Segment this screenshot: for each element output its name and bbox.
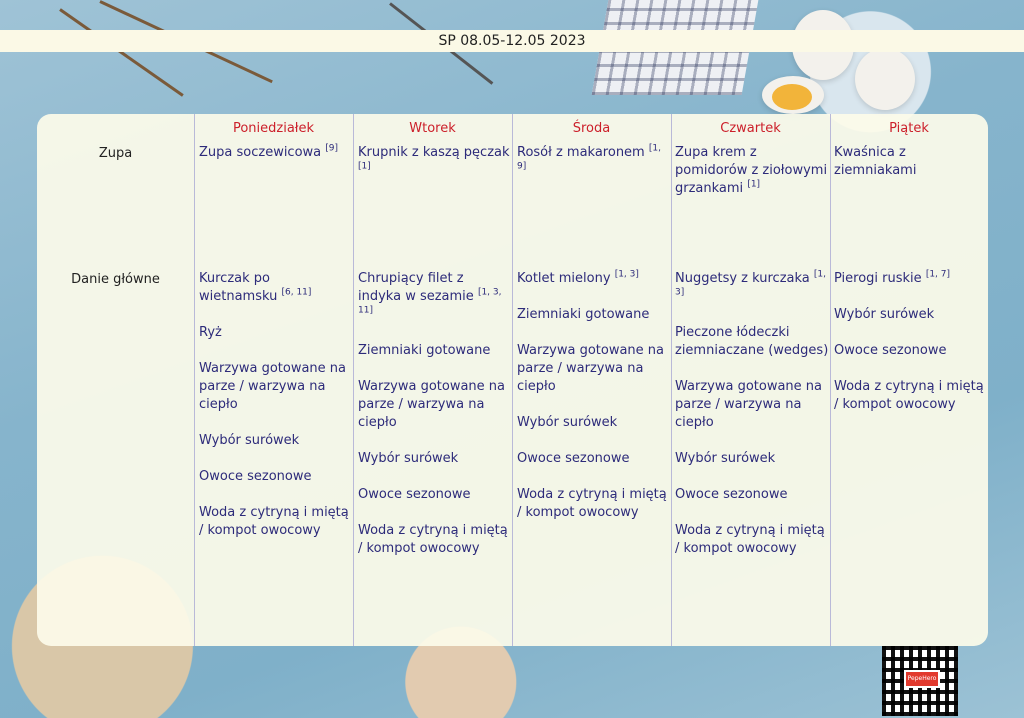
main-dish: Kotlet mielony [1, 3] bbox=[517, 269, 639, 286]
column-divider bbox=[194, 114, 195, 646]
side-item: Woda z cytryną i miętą / kompot owocowy bbox=[675, 523, 825, 556]
main-dish: Nuggetsy z kurczaka [1, 3] bbox=[675, 269, 826, 298]
side-item: Warzywa gotowane na parze / warzywa na ciepło bbox=[358, 379, 506, 430]
allergen-note: [6, 11] bbox=[281, 287, 312, 298]
soup-cell-monday bbox=[199, 144, 349, 162]
column-divider bbox=[353, 114, 354, 646]
day-header-wednesday: Środa bbox=[572, 121, 611, 136]
menu-table bbox=[37, 114, 988, 646]
main-cell-friday bbox=[834, 270, 986, 432]
soup-cell-thursday bbox=[675, 144, 829, 198]
side-item: Wybór surówek bbox=[358, 451, 459, 466]
background-yolk bbox=[772, 84, 812, 110]
qr-logo bbox=[904, 670, 940, 688]
side-item: Warzywa gotowane na parze / warzywa na ciepło bbox=[517, 343, 665, 394]
soup-name: Zupa soczewicowa bbox=[199, 145, 322, 160]
day-header-monday: Poniedziałek bbox=[232, 121, 315, 136]
allergen-note: [1, 3] bbox=[614, 269, 639, 280]
side-item: Owoce sezonowe bbox=[834, 343, 947, 358]
side-item: Pieczone łódeczki ziemniaczane (wedges) bbox=[675, 325, 829, 358]
soup-name: Krupnik z kaszą pęczak bbox=[358, 145, 510, 160]
side-item: Owoce sezonowe bbox=[199, 469, 312, 484]
side-item: Warzywa gotowane na parze / warzywa na ciepło bbox=[675, 379, 823, 430]
allergen-note: [9] bbox=[325, 143, 339, 154]
day-header-tuesday: Wtorek bbox=[409, 121, 456, 136]
main-dish: Pierogi ruskie [1, 7] bbox=[834, 269, 951, 286]
page-title: SP 08.05-12.05 2023 bbox=[0, 30, 1024, 52]
side-item: Woda z cytryną i miętą / kompot owocowy bbox=[199, 505, 349, 538]
allergen-note: [1, 7] bbox=[925, 269, 951, 280]
side-item: Wybór surówek bbox=[834, 307, 935, 322]
allergen-note: [1] bbox=[747, 179, 761, 190]
main-dish: Kurczak po wietnamsku [6, 11] bbox=[199, 271, 312, 304]
side-item: Ryż bbox=[199, 325, 222, 340]
soup-cell-friday bbox=[834, 144, 984, 180]
side-item: Owoce sezonowe bbox=[358, 487, 471, 502]
soup-cell-tuesday bbox=[358, 144, 510, 180]
side-item: Woda z cytryną i miętą / kompot owocowy bbox=[517, 487, 667, 520]
side-item: Woda z cytryną i miętą / kompot owocowy bbox=[834, 379, 984, 412]
side-item: Owoce sezonowe bbox=[517, 451, 630, 466]
soup-name: Rosół z makaronem bbox=[517, 145, 645, 160]
allergen-note: [1, 9] bbox=[517, 143, 661, 172]
side-item: Wybór surówek bbox=[517, 415, 618, 430]
day-header-friday: Piątek bbox=[889, 121, 929, 136]
side-item: Woda z cytryną i miętą / kompot owocowy bbox=[358, 523, 508, 556]
column-divider bbox=[512, 114, 513, 646]
soup-name: Kwaśnica z ziemniakami bbox=[834, 145, 917, 178]
main-cell-wednesday bbox=[517, 270, 669, 540]
soup-cell-wednesday bbox=[517, 144, 667, 180]
side-item: Owoce sezonowe bbox=[675, 487, 788, 502]
day-header-thursday: Czwartek bbox=[720, 121, 781, 136]
main-cell-tuesday bbox=[358, 270, 510, 576]
allergen-note: [1, 3] bbox=[675, 269, 826, 298]
background-egg bbox=[855, 48, 915, 110]
qr-logo-text: PepeHero bbox=[907, 675, 937, 682]
allergen-note: [1] bbox=[358, 161, 371, 172]
column-divider bbox=[671, 114, 672, 646]
row-label-main: Danie główne bbox=[71, 272, 160, 287]
side-item: Warzywa gotowane na parze / warzywa na ciepło bbox=[199, 361, 347, 412]
side-item: Wybór surówek bbox=[199, 433, 300, 448]
side-item: Ziemniaki gotowane bbox=[517, 307, 650, 322]
background-branch bbox=[59, 8, 184, 96]
row-label-soup: Zupa bbox=[98, 146, 133, 161]
side-item: Ziemniaki gotowane bbox=[358, 343, 491, 358]
main-dish: Chrupiący filet z indyka w sezamie [1, 3, 11] bbox=[358, 271, 502, 316]
soup-name: Zupa krem z pomidorów z ziołowymi grzankami bbox=[675, 145, 828, 196]
main-cell-thursday bbox=[675, 270, 829, 576]
side-item: Wybór surówek bbox=[675, 451, 776, 466]
main-cell-monday bbox=[199, 270, 351, 558]
column-divider bbox=[830, 114, 831, 646]
allergen-note: [1, 3, 11] bbox=[358, 287, 502, 316]
